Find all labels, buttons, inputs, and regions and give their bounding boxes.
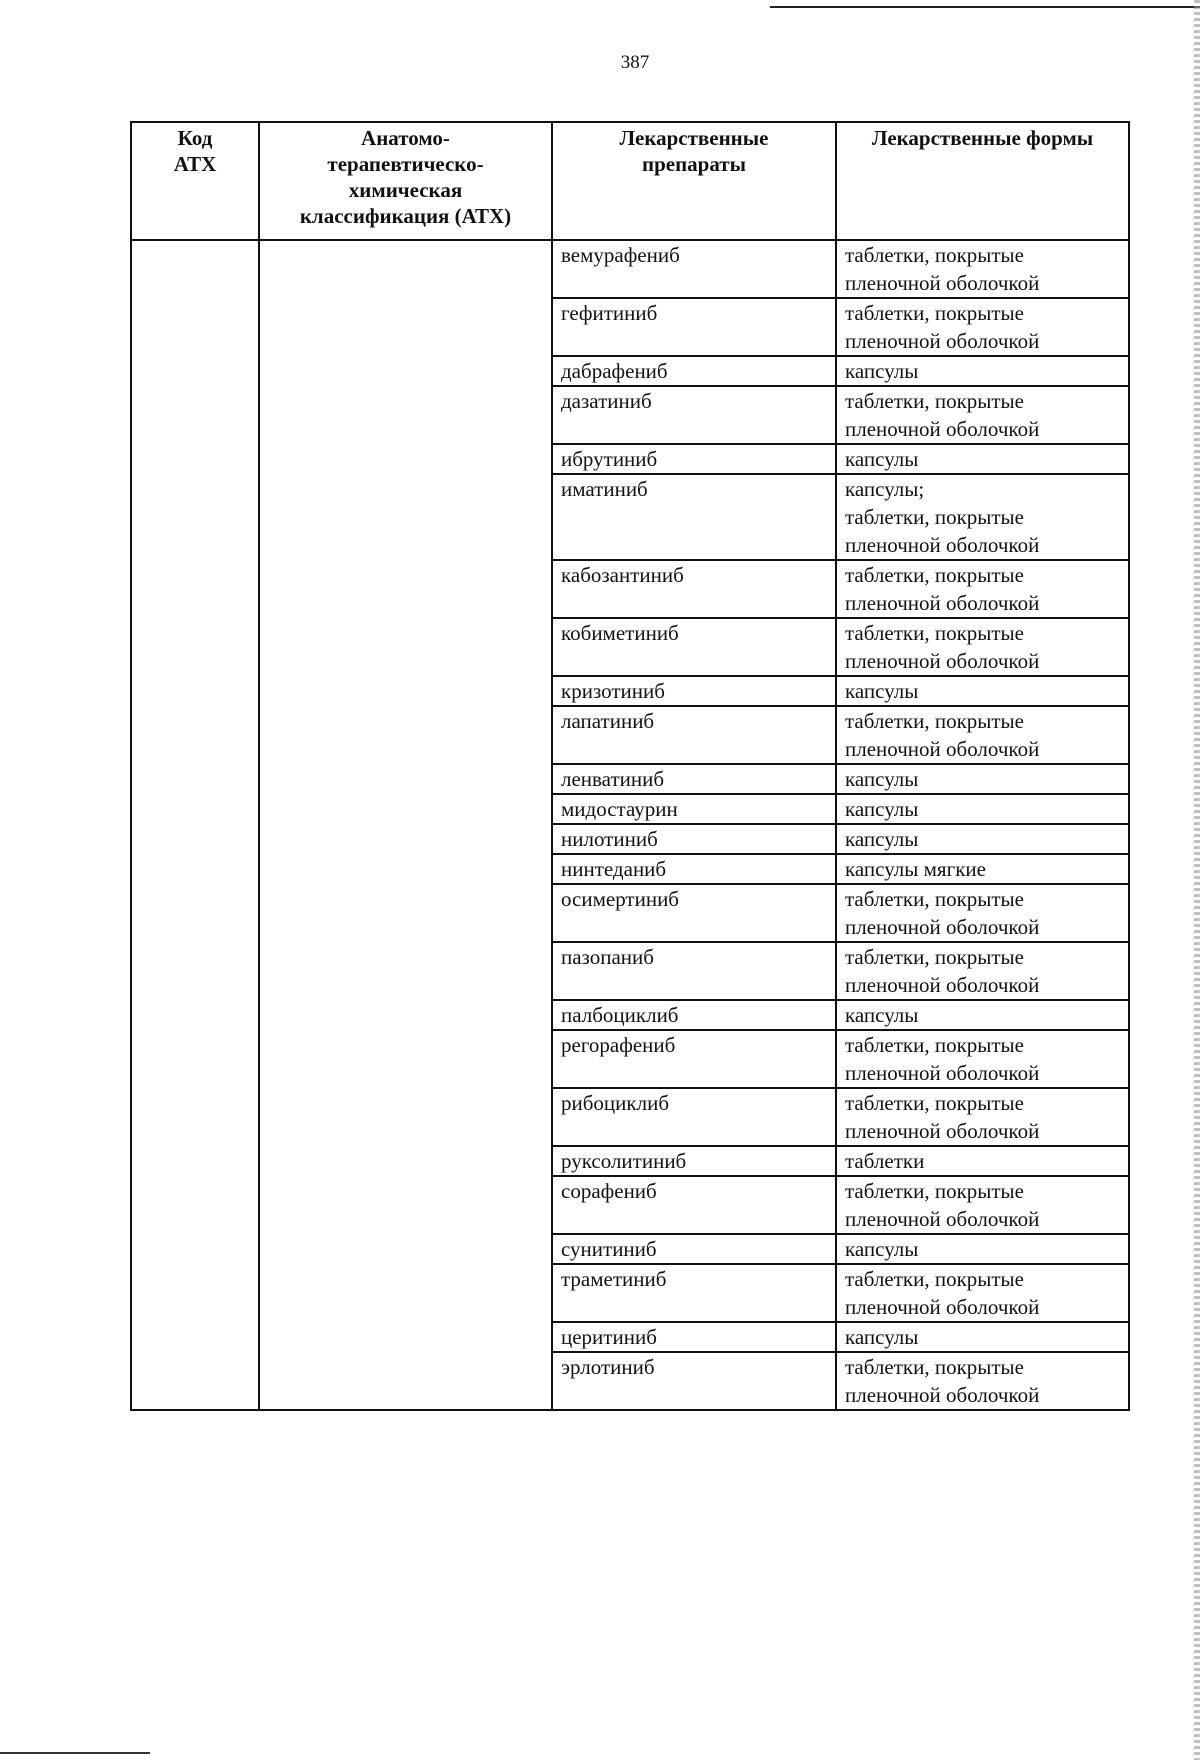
drug-name-cell: ленватиниб <box>552 764 836 794</box>
dosage-form-cell: капсулы мягкие <box>836 854 1129 884</box>
drug-name-cell: гефитиниб <box>552 298 836 356</box>
header-atc-code: Код АТХ <box>131 122 259 240</box>
drug-name-cell: траметиниб <box>552 1264 836 1322</box>
dosage-form-cell: таблетки, покрытые пленочной оболочкой <box>836 240 1129 298</box>
dosage-form-cell: таблетки, покрытые пленочной оболочкой <box>836 1352 1129 1410</box>
dosage-form-cell: таблетки, покрытые пленочной оболочкой <box>836 560 1129 618</box>
dosage-form-cell: капсулы <box>836 676 1129 706</box>
drug-name-cell: осимертиниб <box>552 884 836 942</box>
table-row <box>131 240 1129 298</box>
dosage-form-cell: капсулы <box>836 444 1129 474</box>
drug-name-cell: кобиметиниб <box>552 618 836 676</box>
table-header-row <box>131 122 1129 240</box>
header-drugs: Лекарственные препараты <box>552 122 836 240</box>
dosage-form-cell: таблетки, покрытые пленочной оболочкой <box>836 1176 1129 1234</box>
drug-name-cell: церитиниб <box>552 1322 836 1352</box>
drug-name-cell: эрлотиниб <box>552 1352 836 1410</box>
drug-name-cell: дазатиниб <box>552 386 836 444</box>
header-dosage-forms: Лекарственные формы <box>836 122 1129 240</box>
drug-name-cell: сорафениб <box>552 1176 836 1234</box>
dosage-form-cell: таблетки <box>836 1146 1129 1176</box>
drug-name-cell: пазопаниб <box>552 942 836 1000</box>
table-body <box>131 240 1129 1410</box>
drug-name-cell: кризотиниб <box>552 676 836 706</box>
dosage-form-cell: капсулы <box>836 794 1129 824</box>
top-scan-rule <box>770 0 1200 8</box>
dosage-form-cell: капсулы <box>836 1322 1129 1352</box>
dosage-form-cell: таблетки, покрытые пленочной оболочкой <box>836 942 1129 1000</box>
dosage-form-cell: таблетки, покрытые пленочной оболочкой <box>836 706 1129 764</box>
dosage-form-cell: таблетки, покрытые пленочной оболочкой <box>836 1030 1129 1088</box>
dosage-form-cell: капсулы <box>836 1000 1129 1030</box>
dosage-form-cell: капсулы <box>836 824 1129 854</box>
dosage-form-cell: таблетки, покрытые пленочной оболочкой <box>836 298 1129 356</box>
drug-name-cell: лапатиниб <box>552 706 836 764</box>
drug-name-cell: нилотиниб <box>552 824 836 854</box>
atc-code-cell <box>131 240 259 1410</box>
drug-name-cell: рибоциклиб <box>552 1088 836 1146</box>
drug-name-cell: сунитиниб <box>552 1234 836 1264</box>
dosage-form-cell: таблетки, покрытые пленочной оболочкой <box>836 1088 1129 1146</box>
drug-name-cell: палбоциклиб <box>552 1000 836 1030</box>
drug-name-cell: иматиниб <box>552 474 836 560</box>
dosage-form-cell: капсулы <box>836 1234 1129 1264</box>
drug-name-cell: нинтеданиб <box>552 854 836 884</box>
scan-edge-artifact <box>1194 0 1200 1760</box>
drug-name-cell: вемурафениб <box>552 240 836 298</box>
dosage-form-cell: капсулы <box>836 356 1129 386</box>
dosage-form-cell: капсулы <box>836 764 1129 794</box>
drug-name-cell: регорафениб <box>552 1030 836 1088</box>
dosage-form-cell: капсулы; таблетки, покрытые пленочной оболочкой <box>836 474 1129 560</box>
dosage-form-cell: таблетки, покрытые пленочной оболочкой <box>836 884 1129 942</box>
atc-classification-cell <box>259 240 552 1410</box>
header-atc-classification: Анатомо- терапевтическо- химическая классификация (АТХ) <box>259 122 552 240</box>
drug-name-cell: руксолитиниб <box>552 1146 836 1176</box>
dosage-form-cell: таблетки, покрытые пленочной оболочкой <box>836 386 1129 444</box>
drug-name-cell: кабозантиниб <box>552 560 836 618</box>
dosage-form-cell: таблетки, покрытые пленочной оболочкой <box>836 618 1129 676</box>
atc-drug-table <box>130 121 1130 1411</box>
drug-name-cell: ибрутиниб <box>552 444 836 474</box>
bottom-scan-rule <box>0 1752 150 1754</box>
drug-name-cell: мидостаурин <box>552 794 836 824</box>
page-number: 387 <box>620 52 650 73</box>
dosage-form-cell: таблетки, покрытые пленочной оболочкой <box>836 1264 1129 1322</box>
drug-name-cell: дабрафениб <box>552 356 836 386</box>
